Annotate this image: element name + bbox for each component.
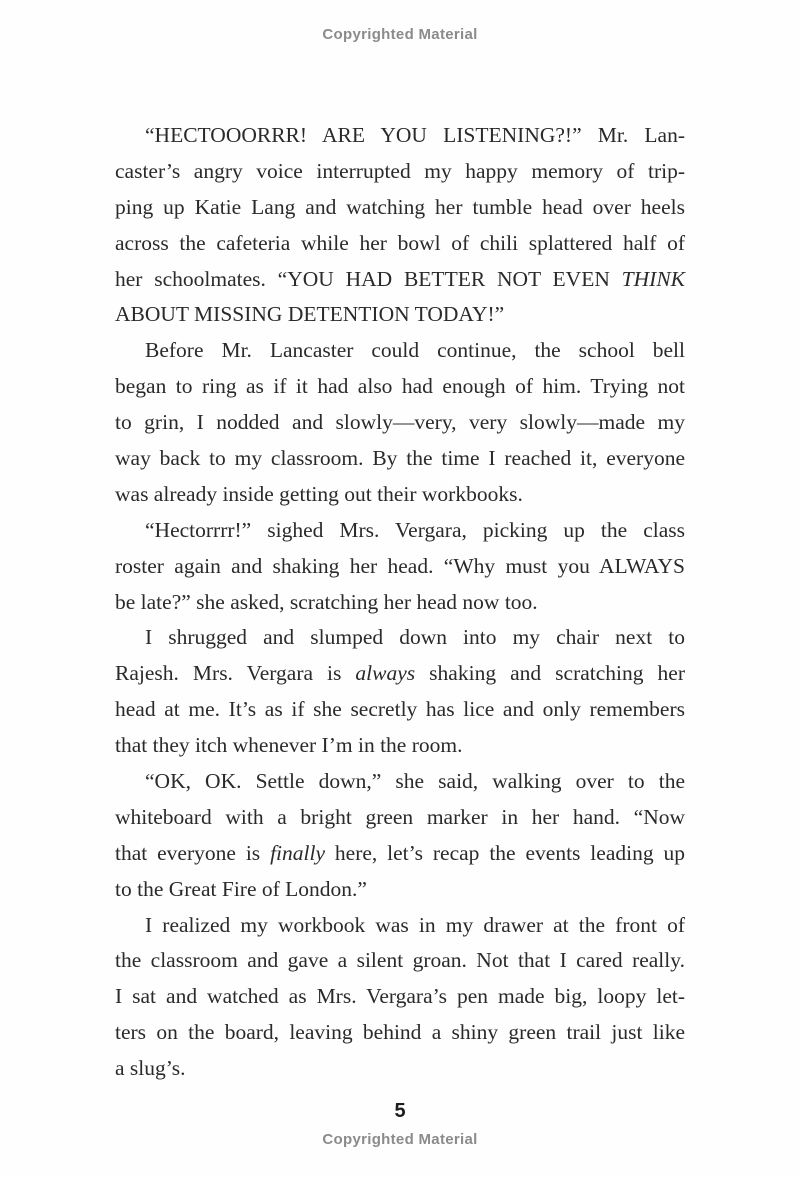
text-line	[115, 297, 685, 333]
text-line	[115, 513, 685, 549]
text-line	[115, 943, 685, 979]
text-line	[115, 1015, 685, 1051]
body-text: Rajesh. Mrs. Vergara is	[115, 661, 356, 686]
body-text: to grin, I nodded and slowly—very, very slowly—made my	[115, 410, 685, 435]
body-text: that they itch whenever I’m in the room.	[115, 733, 463, 758]
text-line	[115, 441, 685, 477]
body-text: here, let’s recap the events leading up	[325, 840, 685, 865]
text-line	[115, 405, 685, 441]
body-text: was already inside getting out their workbooks.	[115, 481, 523, 506]
body-text: shaking and scratching her	[415, 661, 685, 686]
text-line	[115, 872, 685, 908]
italic-text: always	[355, 661, 416, 686]
page-text	[115, 118, 685, 1087]
text-line	[115, 154, 685, 190]
text-line	[115, 190, 685, 226]
text-line	[115, 728, 685, 764]
italic-text: THINK	[621, 266, 685, 291]
text-line	[115, 620, 685, 656]
body-text: I shrugged and slumped down into my chair next to	[145, 625, 685, 650]
text-line	[115, 262, 685, 298]
text-line	[115, 477, 685, 513]
text-line	[115, 118, 685, 154]
copyright-notice-bottom: Copyrighted Material	[322, 1131, 478, 1148]
body-text: head at me. It’s as if she secretly has lice and only remembers	[115, 697, 685, 722]
body-text: “HECTOOORRR! ARE YOU LISTENING?!” Mr. Lan-	[145, 123, 685, 147]
body-text: Before Mr. Lancaster could continue, the school bell	[145, 338, 685, 363]
paragraph	[115, 620, 685, 764]
text-line	[115, 836, 685, 872]
body-text: be late?” she asked, scratching her head now too.	[115, 589, 538, 614]
body-text: ping up Katie Lang and watching her tumble head over heels	[115, 194, 685, 219]
body-text: way back to my classroom. By the time I reached it, everyone	[115, 446, 685, 471]
body-text: the classroom and gave a silent groan. Not that I cared really.	[115, 948, 685, 973]
italic-text: finally	[270, 840, 325, 865]
body-text: I realized my workbook was in my drawer at the front of	[145, 912, 685, 937]
body-text: to the Great Fire of London.”	[115, 876, 367, 901]
body-text: roster again and shaking her head. “Why must you ALWAYS	[115, 553, 685, 578]
body-text: caster’s angry voice interrupted my happy memory of trip-	[115, 158, 685, 183]
copyright-notice-top: Copyrighted Material	[322, 26, 478, 43]
body-text: “OK, OK. Settle down,” she said, walking over to the	[145, 769, 685, 794]
text-line	[115, 764, 685, 800]
paragraph	[115, 908, 685, 1087]
text-line	[115, 979, 685, 1015]
text-line	[115, 369, 685, 405]
body-text: ABOUT MISSING DETENTION TODAY!”	[115, 302, 505, 327]
paragraph	[115, 764, 685, 908]
body-text: ters on the board, leaving behind a shiny green trail just like	[115, 1020, 685, 1045]
body-text: a slug’s.	[115, 1056, 186, 1081]
body-text: “Hectorrrr!” sighed Mrs. Vergara, picking up the class	[145, 517, 685, 542]
body-text: across the cafeteria while her bowl of chili splattered half of	[115, 230, 685, 255]
text-line	[115, 549, 685, 585]
text-line	[115, 333, 685, 369]
paragraph	[115, 333, 685, 512]
text-line	[115, 800, 685, 836]
text-line	[115, 656, 685, 692]
text-line	[115, 226, 685, 262]
text-line	[115, 692, 685, 728]
text-line	[115, 908, 685, 944]
text-line	[115, 585, 685, 621]
body-text: that everyone is	[115, 840, 271, 865]
paragraph	[115, 118, 685, 333]
text-line	[115, 1051, 685, 1087]
paragraph	[115, 513, 685, 621]
body-text: I sat and watched as Mrs. Vergara’s pen made big, loopy let-	[115, 984, 685, 1009]
body-text: began to ring as if it had also had enough of him. Trying not	[115, 374, 685, 399]
page-number: 5	[394, 1100, 406, 1122]
body-text: her schoolmates. “YOU HAD BETTER NOT EVEN	[115, 266, 622, 291]
body-text: whiteboard with a bright green marker in her hand. “Now	[115, 804, 685, 829]
